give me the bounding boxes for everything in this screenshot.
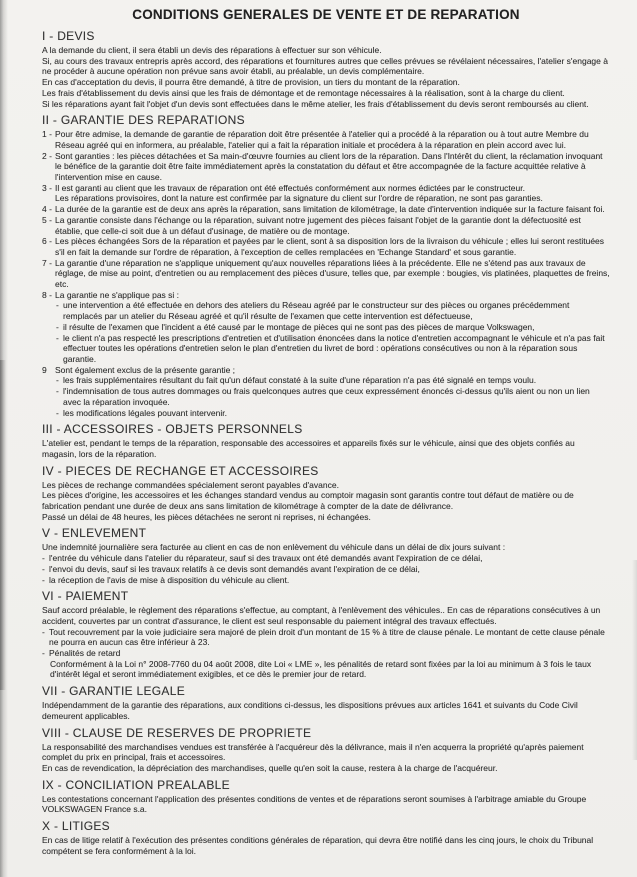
nested-dash-item: - le client n'a pas respecté les prescriptions d'entretien et d'utilisation énoncées dans la notice d'entretien accompagnant le véhicule et n'a pas fait effectuer toutes les opérations d'entretien selon le plan d'entretien du livret de bord : opérations consécutives ou non à la réparation sous garantie. (56, 332, 605, 364)
paragraph: A la demande du client, il sera établi un devis des réparations à effectuer sur son véhicule. (42, 45, 382, 55)
paragraph: Les contestations concernant l'application des présentes conditions de ventes et de réparations seront soumises à l'arbitrage amiable du Groupe VOLKSWAGEN France s.a. (42, 793, 587, 815)
paragraph: L'atelier est, pendant le temps de la réparation, responsable des accessoires et appareils fixés sur le véhicule, ainsi que des objets confiés au magasin, lors de la réparation. (42, 438, 575, 459)
paragraph: En cas de revendication, la dépréciation des marchandises, quelle qu'en soit la cause, restera à la charge de l'acquéreur. (42, 762, 498, 773)
section-heading: V - ENLEVEMENT (42, 526, 147, 541)
paragraph: Les frais d'établissement du devis ainsi que les frais de démontage et de remontage nécessaires à la réalisation, sont à la charge du client. (42, 87, 565, 98)
scan-smudge-right (632, 560, 637, 760)
section-9 (42, 779, 610, 815)
item-label: 6 - (42, 236, 52, 247)
numbered-item: 9 Sont également exclus de la présente garantie ; (42, 364, 236, 375)
section-1 (42, 30, 610, 109)
numbered-item: 1 - Pour être admise, la demande de garantie de réparation doit être présentée à l'atelier qui a procédé à la réparation ou à tout autre Membre du Réseau agréé qui en informera, au préalable, l'atelier qui a fait la réparation initiale et procédera à la réparation en plein accord avec lui. (42, 129, 589, 150)
item-label: - (42, 574, 45, 585)
item-label: - (56, 407, 59, 418)
scan-shadow-left-dark (0, 360, 6, 690)
section-heading: IV - PIECES DE RECHANGE ET ACCESSOIRES (42, 463, 319, 478)
section-8 (42, 727, 610, 774)
document-title: CONDITIONS GENERALES DE VENTE ET DE REPARATION (132, 7, 520, 22)
dash-item: - l'entrée du véhicule dans l'atelier du réparateur, sauf si des travaux ont été demandés avant l'expiration de ce délai, (42, 553, 483, 564)
item-label: - (56, 332, 59, 343)
item-label: 8 - (42, 289, 52, 300)
item-label: - (42, 626, 45, 637)
numbered-item: 2 - Sont garanties : les pièces détachées et Sa main-d'œuvre fournies au client lors de la réparation. Dans l'Intérêt du client, la réclamation invoquant le bénéfice de la garantie doit être faite immédiatement après la constatation du défaut et être accompagnée de la facture acquittée relative à l'intervention mise en cause. (42, 150, 603, 183)
numbered-item: 8 - La garantie ne s'applique pas si : (42, 289, 180, 300)
item-label: - (42, 648, 45, 659)
paragraph: Si, au cours des travaux entrepris après accord, des réparations et fournitures autres que celles prévues se révélaient nécessaires, l'atelier s'engage à ne procéder à aucune opération non prévue sans avoir établi, au préalable, un devis complémentaire. (42, 55, 608, 77)
numbered-item: 5 - La garantie consiste dans l'échange ou la réparation, suivant notre jugement des pièces faisant l'objet de la garantie dont la défectuosité est établie, que celle-ci soit due à un défaut d'usinage, de matière ou de montage. (42, 214, 581, 236)
numbered-item: 7 - La garantie d'une réparation ne s'applique uniquement qu'aux nouvelles réparations liées à la précédente. Elle ne s'étend pas aux travaux de réglage, de mise au point, d'entretien ou au remplacement des pièces d'usure, telles que, par exemple : bougies, vis platinées, plaquettes de freins, etc. (42, 257, 610, 290)
paragraph: En cas d'acceptation du devis, il pourra être demandé, à titre de provision, un tiers du montant de la réparation. (42, 77, 460, 88)
section-4 (42, 465, 610, 523)
item-label: - (56, 375, 59, 386)
section-heading: VII - GARANTIE LEGALE (42, 684, 186, 699)
paragraph: Sauf accord préalable, le règlement des réparations s'effectue, au comptant, à l'enlèvement des véhicules.. En cas de réparations consécutives à un accident, couvertes par un contrat d'assurance, le client est seul responsable du paiement intégral des travaux effectués. (42, 605, 601, 626)
dash-item: - la réception de l'avis de mise à disposition du véhicule au client. (42, 574, 290, 585)
paragraph: Une indemnité journalière sera facturée au client en cas de non enlèvement du véhicule dans un délai de dix jours suivant : (42, 542, 506, 553)
item-label: - (56, 386, 59, 397)
item-label: 1 - (42, 129, 52, 140)
section-heading: X - LITIGES (42, 819, 110, 834)
item-label: 9 (42, 364, 47, 375)
item-label: 2 - (42, 150, 52, 161)
item-label: - (42, 553, 45, 564)
section-heading: III - ACCESSOIRES - OBJETS PERSONNELS (42, 422, 303, 437)
sections-container (42, 30, 610, 856)
item-label: 3 - (42, 182, 52, 193)
section-7 (42, 685, 610, 721)
section-heading: I - DEVIS (42, 29, 95, 43)
paragraph: Les pièces d'origine, les accessoires et les échanges standard vendus au comptoir magasin sont garantis contre tout défaut de matière ou de fabrication pendant une durée de deux ans sans limitation de kilométrage à compter de la date de délivrance. (42, 490, 574, 512)
nested-dash-item: - les modifications légales pouvant intervenir. (56, 407, 227, 418)
item-label: - (42, 563, 45, 574)
dash-item: - Pénalités de retard (42, 648, 121, 659)
section-3 (42, 423, 610, 459)
section-10 (42, 820, 610, 856)
section-5 (42, 527, 610, 585)
item-label: - (56, 321, 59, 332)
paragraph: Les pièces de rechange commandées spécialement seront payables d'avance. (42, 479, 339, 490)
dash-item: - Tout recouvrement par la voie judiciaire sera majoré de plein droit d'un montant de 15 % à titre de clause pénale. Le montant de cette clause pénale ne pourra en aucun cas être inférieur à 23. (42, 626, 605, 648)
dash-item: - l'envoi du devis, sauf si les travaux relatifs à ce devis sont demandés avant l'expiration de ce délai, (42, 563, 420, 574)
nested-dash-item: - l'indemnisation de tous autres dommages ou frais quelconques autres que ceux expressément énoncés ci-dessus qu'ils aient ou non un lien avec la réparation invoquée. (56, 386, 590, 407)
nested-dash-item: - les frais supplémentaires résultant du fait qu'un défaut constaté à la suite d'une réparation n'a pas été signalé en temps voulu. (56, 375, 537, 386)
section-6 (42, 590, 610, 680)
section-heading: VIII - CLAUSE DE RESERVES DE PROPRIETE (42, 725, 312, 740)
nested-dash-item: - il résulte de l'examen que l'incident a été causé par le montage de pièces qui ne sont pas des pièces de marque Volkswagen, (56, 321, 535, 332)
item-label: 4 - (42, 204, 52, 215)
item-label: 7 - (42, 257, 52, 268)
section-2 (42, 114, 610, 418)
scan-shadow-left (0, 0, 8, 877)
continuation-line: Les réparations provisoires, dont la nature est confirmée par la signature du client sur l'ordre de réparation, ne sont pas garanties. (55, 193, 543, 204)
section-heading: IX - CONCILIATION PREALABLE (42, 777, 230, 792)
numbered-item: 6 - Les pièces échangées Sors de la réparation et payées par le client, sont à sa disposition lors de la livraison du véhicule ; elles lui seront restituées s'il en fait la demande sur l'ordre de réparation, à l'exception de celles remplacées en 'Echange Standard' et sous garantie. (42, 236, 605, 257)
paragraph: En cas de litige relatif à l'exécution des présentes conditions générales de réparation, qui devra être notifié dans les cinq jours, le choix du Tribunal compétent se fera conformément à la loi. (42, 835, 594, 856)
paragraph: Passé un délai de 48 heures, les pièces détachées ne seront ni reprises, ni échangées. (42, 511, 371, 522)
item-label: - (56, 300, 59, 311)
numbered-item: 4 - La durée de la garantie est de deux ans après la réparation, sans limitation de kilométrage, la date d'intervention indiquée sur la facture faisant foi. (42, 204, 605, 215)
section-heading: II - GARANTIE DES REPARATIONS (42, 113, 245, 128)
paragraph: La responsabilité des marchandises vendues est transférée à l'acquéreur dès la délivrance, mais il n'en acquerra la propriété qu'après paiement complet du prix en principal, frais et accessoires. (42, 741, 584, 763)
nested-dash-item: - une intervention a été effectuée en dehors des ateliers du Réseau agréé par le constructeur sur des pièces ou organes précédemment remplacés par un atelier du Réseau agréé et qu'il résulte de l'examen que cette intervention est défectueuse, (56, 300, 570, 322)
section-heading: VI - PAIEMENT (42, 589, 129, 604)
numbered-item: 3 - Il est garanti au client que les travaux de réparation ont été effectués conformément aux normes édictées par le constructeur. (42, 182, 525, 193)
paragraph: Indépendamment de la garantie des réparations, aux conditions ci-dessus, les dispositions prévues aux articles 1641 et suivants du Code Civil demeurent applicables. (42, 700, 578, 721)
paragraph: Si les réparations ayant fait l'objet d'un devis sont effectuées dans le même atelier, les frais d'établissement du devis seront remboursés au client. (42, 98, 589, 109)
continuation-line: Conformément à la Loi n° 2008-7760 du 04 août 2008, dite Loi « LME », les pénalités de retard sont fixées par la loi au minimum à 3 fois le taux d'intérêt légal et seront immédiatement exigibles, et ce dès le premier jour de retard. (50, 658, 592, 680)
item-label: 5 - (42, 214, 52, 225)
